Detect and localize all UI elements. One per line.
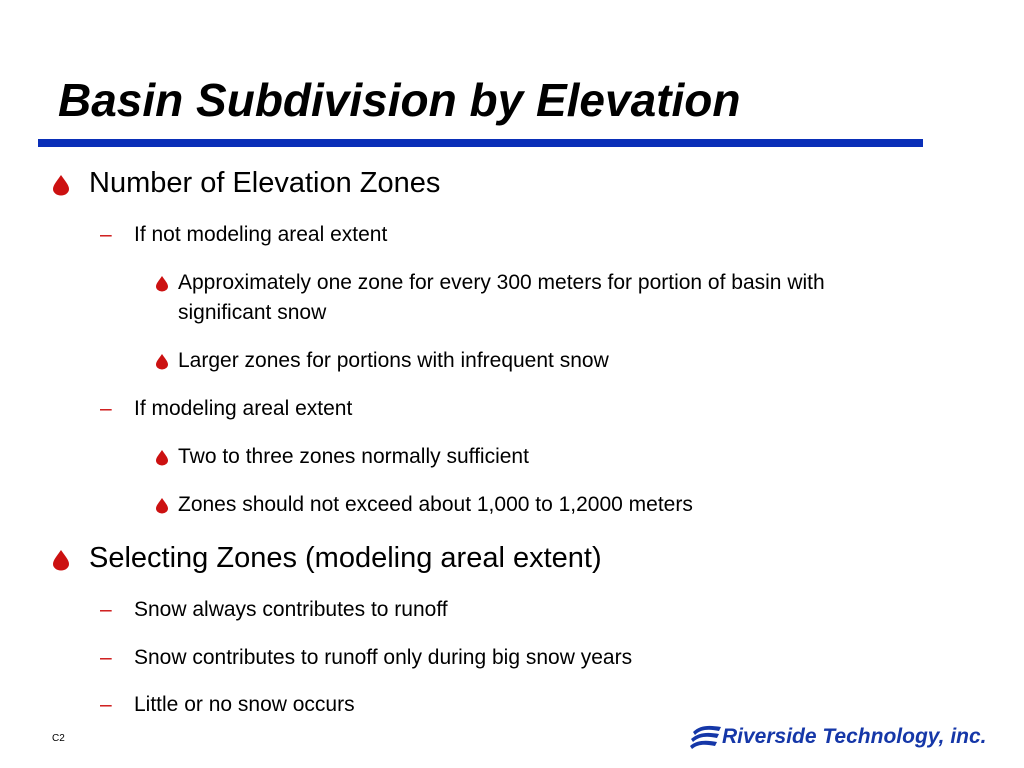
drop-icon: [155, 449, 169, 466]
drop-icon: [155, 497, 169, 514]
wave-logo-icon: [690, 722, 722, 752]
drop-icon: [52, 174, 70, 196]
bullet-text: Two to three zones normally sufficient: [178, 445, 529, 468]
bullet-text: Selecting Zones (modeling areal extent): [89, 542, 602, 574]
dash-icon: –: [100, 598, 112, 621]
slide-footer-code: C2: [52, 733, 65, 744]
logo-text: Riverside Technology, inc.: [722, 725, 987, 748]
dash-icon: –: [100, 223, 112, 246]
dash-icon: –: [100, 693, 112, 716]
dash-icon: –: [100, 646, 112, 669]
bullet-text: If not modeling areal extent: [134, 223, 388, 246]
bullet-text: Larger zones for portions with infrequent snow: [178, 349, 609, 372]
company-logo: [690, 720, 1000, 754]
bullet-text: Snow contributes to runoff only during big snow years: [134, 646, 633, 669]
drop-icon: [155, 275, 169, 292]
bullet-text: Zones should not exceed about 1,000 to 1,2000 meters: [178, 493, 693, 516]
dash-icon: –: [100, 397, 112, 420]
drop-icon: [52, 549, 70, 571]
drop-icon: [155, 353, 169, 370]
bullet-text-line2: significant snow: [178, 301, 327, 324]
slide-title: Basin Subdivision by Elevation: [58, 74, 741, 126]
bullet-text: If modeling areal extent: [134, 397, 353, 420]
bullet-text: Little or no snow occurs: [134, 693, 355, 716]
title-underline-rule: [38, 139, 923, 147]
bullet-text: Snow always contributes to runoff: [134, 598, 448, 621]
bullet-text: Number of Elevation Zones: [89, 167, 441, 199]
bullet-text-line1: Approximately one zone for every 300 meters for portion of basin with: [178, 271, 825, 294]
